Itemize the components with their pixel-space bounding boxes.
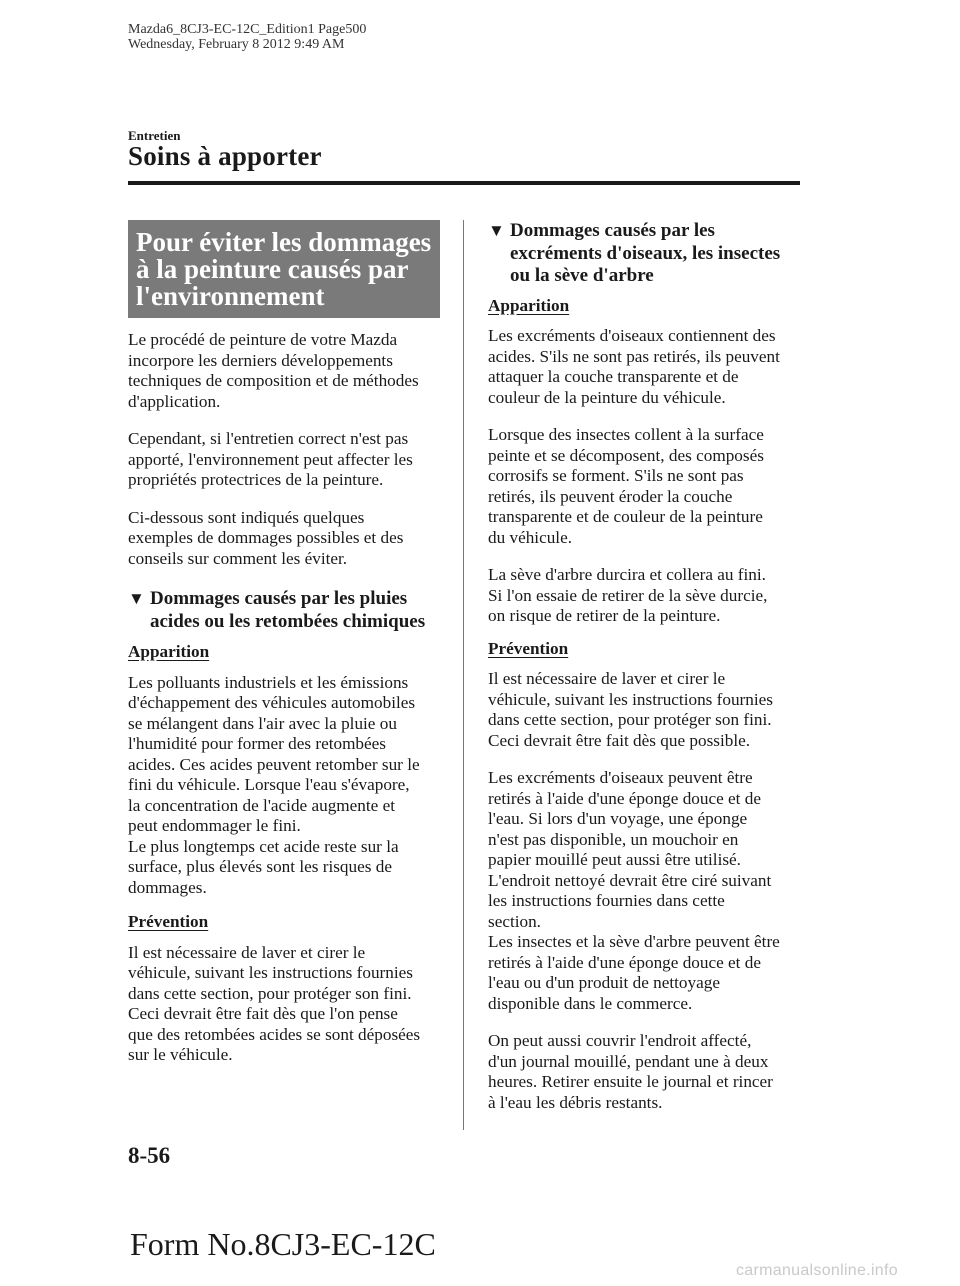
text-line: véhicule, suivant les instructions fournies — [488, 689, 773, 709]
text-line: du véhicule. — [488, 527, 572, 547]
text-line: dans cette section, pour protéger son fini. — [128, 983, 412, 1003]
text-line: surface, plus élevés sont les risques de — [128, 857, 392, 876]
text-line: corrosifs se forment. S'ils ne sont pas — [488, 466, 744, 485]
text-line: retirés à l'aide d'une éponge douce et de — [488, 788, 761, 808]
intro-paragraph — [128, 508, 440, 570]
text-line: heures. Retirer ensuite le journal et rincer — [488, 1072, 773, 1091]
text-line: Ceci devrait être fait dès que l'on pense — [128, 1004, 398, 1023]
section-box-title — [128, 220, 440, 318]
subsection-heading-text — [150, 588, 425, 633]
text-line: l'eau. Si lors d'un voyage, une éponge — [488, 809, 748, 828]
text-line: papier mouillé peut aussi être utilisé. — [488, 850, 741, 869]
title-rule — [128, 181, 800, 185]
subsection-heading — [488, 220, 800, 288]
text-line: l'eau ou d'un produit de nettoyage — [488, 973, 720, 992]
text-line: se mélangent dans l'air avec la pluie ou — [128, 713, 397, 733]
text-line: Il est nécessaire de laver et cirer le — [488, 669, 726, 688]
text-line: acides. S'ils ne sont pas retirés, ils peuvent — [488, 346, 780, 366]
text-line: d'application. — [128, 391, 221, 411]
prevention-paragraph — [488, 1031, 800, 1113]
text-line: l'humidité pour former des retombées — [128, 734, 386, 753]
text-line: dans cette section, pour protéger son fini. — [488, 710, 772, 729]
text-line: d'un journal mouillé, pendant une à deux — [488, 1051, 769, 1071]
text-line: exemples de dommages possibles et des — [128, 528, 404, 547]
print-header-line-2: Wednesday, February 8 2012 9:49 AM — [128, 37, 345, 52]
box-title-line: Pour éviter les dommages — [136, 227, 432, 257]
box-title-line: à la peinture causés par — [136, 254, 409, 284]
text-line: peut endommager le fini. — [128, 816, 301, 835]
text-line: Ceci devrait être fait dès que possible. — [488, 730, 751, 750]
page-title: Soins à apporter — [128, 141, 322, 171]
prevention-label: Prévention — [128, 912, 209, 931]
text-line: propriétés protectrices de la peinture. — [128, 470, 384, 489]
text-line: Les excréments d'oiseaux contiennent des — [488, 326, 776, 345]
text-line: attaquer la couche transparente et de — [488, 367, 739, 386]
print-header-line-1: Mazda6_8CJ3-EC-12C_Edition1 Page500 — [128, 22, 367, 37]
text-line: conseils sur comment les éviter. — [128, 548, 348, 568]
text-line: d'échappement des véhicules automobiles — [128, 693, 416, 712]
text-line: incorpore les derniers développements — [128, 350, 393, 370]
apparition-paragraph — [488, 326, 800, 408]
text-line: disponible dans le commerce. — [488, 993, 693, 1013]
subsection-heading — [128, 588, 440, 633]
text-line: retirés, ils peuvent éroder la couche — [488, 486, 733, 506]
text-line: retirés à l'aide d'une éponge douce et de — [488, 952, 761, 972]
prevention-paragraph — [128, 943, 440, 1066]
text-line: Si l'on essaie de retirer de la sève durcie, — [488, 585, 768, 605]
text-line: véhicule, suivant les instructions fournies — [128, 963, 413, 982]
heading-line: excréments d'oiseaux, les insectes — [510, 242, 781, 264]
heading-line: ou la sève d'arbre — [510, 265, 654, 286]
text-line: Cependant, si l'entretien correct n'est pas — [128, 429, 409, 448]
prevention-paragraph — [488, 768, 800, 1014]
triangle-down-icon: ▼ — [128, 589, 145, 608]
prevention-label: Prévention — [488, 638, 569, 658]
text-line: Les polluants industriels et les émissions — [128, 672, 409, 692]
left-column — [128, 220, 440, 1083]
text-line: transparente et de couleur de la peinture — [488, 507, 763, 526]
text-line: section. — [488, 911, 541, 931]
triangle-down-icon: ▼ — [488, 221, 505, 240]
apparition-label: Apparition — [128, 642, 210, 661]
text-line: que des retombées acides se sont déposées — [128, 1024, 421, 1044]
intro-paragraph — [128, 429, 440, 491]
text-line: L'endroit nettoyé devrait être ciré suivant — [488, 870, 772, 890]
text-line: Le procédé de peinture de votre Mazda — [128, 330, 398, 349]
text-line: la concentration de l'acide augmente et — [128, 795, 395, 815]
subsection-heading-text — [510, 220, 780, 288]
text-line: à l'eau les débris restants. — [488, 1092, 663, 1112]
text-line: n'est pas disponible, un mouchoir en — [488, 829, 739, 849]
apparition-label: Apparition — [488, 295, 570, 315]
column-divider — [463, 220, 464, 1130]
intro-paragraph — [128, 330, 440, 412]
text-line: les instructions fournies dans cette — [488, 891, 725, 910]
heading-line: Dommages causés par les — [510, 220, 715, 241]
text-line: Les excréments d'oiseaux peuvent être — [488, 768, 753, 787]
section-label: Entretien — [128, 128, 181, 143]
text-line: Le plus longtemps cet acide reste sur la — [128, 836, 399, 856]
text-line: on risque de retirer de la peinture. — [488, 606, 721, 625]
text-line: Lorsque des insectes collent à la surface — [488, 425, 764, 444]
text-line: Les insectes et la sève d'arbre peuvent être — [488, 932, 780, 951]
text-line: acides. Ces acides peuvent retomber sur le — [128, 754, 420, 774]
right-column — [488, 220, 800, 1130]
apparition-paragraph — [488, 425, 800, 548]
page-number: 8-56 — [128, 1143, 171, 1168]
prevention-paragraph — [488, 669, 800, 751]
text-line: La sève d'arbre durcira et collera au fini. — [488, 565, 766, 584]
text-line: techniques de composition et de méthodes — [128, 371, 419, 390]
text-line: couleur de la peinture du véhicule. — [488, 387, 726, 407]
text-line: sur le véhicule. — [128, 1045, 233, 1064]
text-line: apporté, l'environnement peut affecter les — [128, 449, 413, 469]
text-line: dommages. — [128, 877, 207, 897]
text-line: Il est nécessaire de laver et cirer le — [128, 942, 366, 962]
form-number: Form No.8CJ3-EC-12C — [130, 1226, 436, 1262]
watermark: carmanualsonline.info — [736, 1262, 898, 1279]
apparition-paragraph — [128, 673, 440, 899]
heading-line: Dommages causés par les pluies — [150, 588, 408, 609]
heading-line: acides ou les retombées chimiques — [150, 610, 426, 632]
print-header — [128, 22, 366, 52]
text-line: On peut aussi couvrir l'endroit affecté, — [488, 1031, 752, 1050]
text-line: peinte et se décomposent, des composés — [488, 445, 764, 465]
text-line: fini du véhicule. Lorsque l'eau s'évapore, — [128, 775, 410, 794]
text-line: Ci-dessous sont indiqués quelques — [128, 507, 365, 527]
box-title-line: l'environnement — [136, 281, 325, 311]
apparition-paragraph — [488, 565, 800, 627]
